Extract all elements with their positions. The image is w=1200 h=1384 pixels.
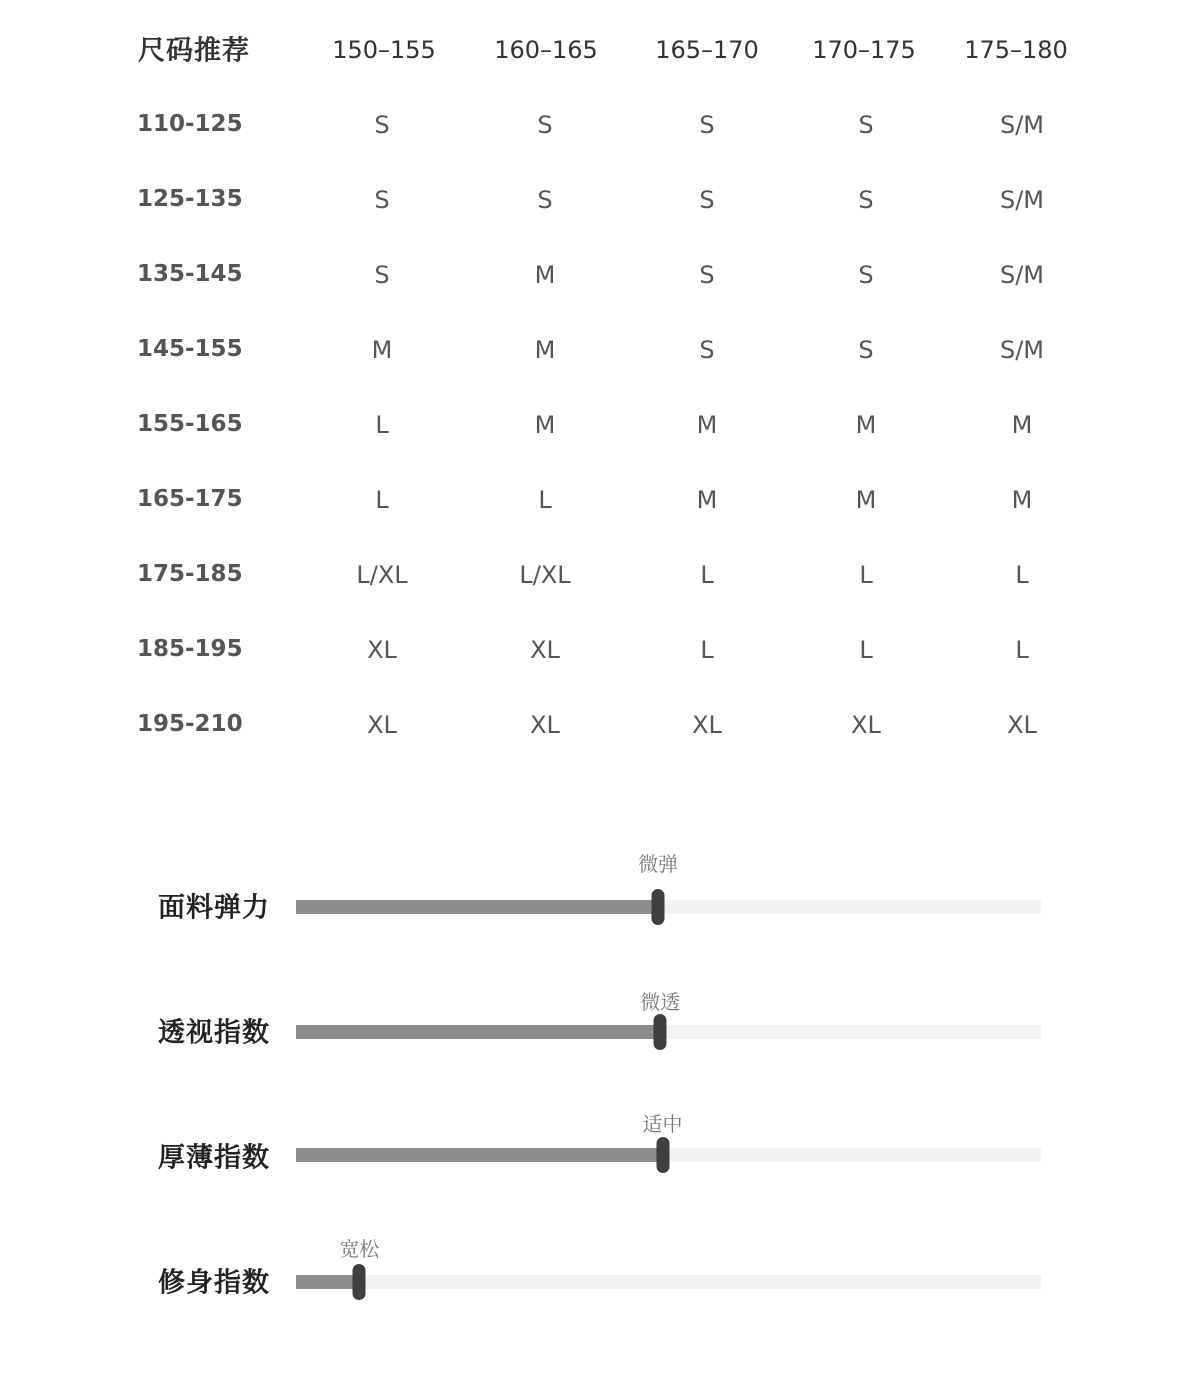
- size-cell: S: [858, 111, 874, 139]
- weight-label: 185-195: [137, 636, 243, 662]
- indicator-fit: [0, 1224, 1200, 1324]
- indicator-fill: [296, 1148, 663, 1162]
- indicator-fill: [296, 1025, 660, 1039]
- indicator-label: 透视指数: [158, 1017, 270, 1049]
- size-cell: L: [700, 636, 714, 664]
- indicator-thumb: [656, 1137, 669, 1173]
- weight-label: 195-210: [137, 711, 243, 737]
- size-cell: M: [534, 411, 556, 439]
- size-cell: M: [534, 336, 556, 364]
- indicator-transparency: [0, 975, 1200, 1075]
- size-cell: S: [699, 186, 715, 214]
- size-cell: XL: [851, 711, 881, 739]
- indicator-thumb: [353, 1264, 366, 1300]
- indicator-track: [296, 1148, 1041, 1162]
- size-cell: S: [699, 111, 715, 139]
- indicator-thumb: [654, 1014, 667, 1050]
- size-cell: S: [374, 186, 390, 214]
- size-cell: M: [855, 486, 877, 514]
- height-header-2: 160–165: [494, 36, 598, 64]
- height-header-1: 150–155: [332, 36, 436, 64]
- size-cell: L: [1015, 636, 1029, 664]
- indicator-label: 面料弹力: [158, 892, 270, 924]
- size-cell: S/M: [999, 261, 1045, 289]
- indicator-label: 厚薄指数: [158, 1142, 270, 1174]
- indicator-track: [296, 1275, 1041, 1289]
- weight-label: 165-175: [137, 486, 243, 512]
- size-cell: S: [374, 261, 390, 289]
- size-cell: M: [371, 336, 393, 364]
- size-cell: XL: [367, 711, 397, 739]
- height-header-3: 165–170: [655, 36, 759, 64]
- size-cell: L: [1015, 561, 1029, 589]
- height-header-5: 175–180: [964, 36, 1068, 64]
- weight-label: 155-165: [137, 411, 243, 437]
- size-cell: L: [859, 636, 873, 664]
- size-cell: L: [538, 486, 552, 514]
- indicator-value-text: 适中: [642, 1112, 683, 1136]
- size-cell: M: [696, 486, 718, 514]
- size-cell: S: [699, 261, 715, 289]
- size-cell: M: [696, 411, 718, 439]
- size-cell: XL: [530, 636, 560, 664]
- table-title: 尺码推荐: [138, 35, 250, 67]
- size-cell: XL: [692, 711, 722, 739]
- indicator-label: 修身指数: [158, 1267, 270, 1299]
- weight-label: 145-155: [137, 336, 243, 362]
- indicator-fill: [296, 1275, 359, 1289]
- size-cell: S: [858, 186, 874, 214]
- weight-label: 135-145: [137, 261, 243, 287]
- indicator-track: [296, 900, 1041, 914]
- weight-label: 175-185: [137, 561, 243, 587]
- indicator-thickness: [0, 1098, 1200, 1198]
- size-cell: XL: [367, 636, 397, 664]
- size-cell: L: [375, 411, 389, 439]
- indicator-track: [296, 1025, 1041, 1039]
- indicator-fabric-elasticity: [0, 850, 1200, 950]
- size-cell: XL: [1007, 711, 1037, 739]
- size-cell: S: [699, 336, 715, 364]
- size-cell: S/M: [999, 186, 1045, 214]
- indicator-fill: [296, 900, 658, 914]
- size-cell: M: [1011, 411, 1033, 439]
- size-cell: L: [700, 561, 714, 589]
- size-cell: L: [375, 486, 389, 514]
- size-cell: M: [1011, 486, 1033, 514]
- size-cell: M: [855, 411, 877, 439]
- indicator-value-text: 微弹: [638, 852, 679, 876]
- size-cell: M: [534, 261, 556, 289]
- size-cell: S/M: [999, 336, 1045, 364]
- indicator-value-text: 微透: [640, 990, 681, 1014]
- size-cell: S: [858, 261, 874, 289]
- weight-label: 110-125: [137, 111, 243, 137]
- indicator-thumb: [652, 889, 665, 925]
- size-cell: L/XL: [356, 561, 408, 589]
- size-cell: S: [537, 111, 553, 139]
- height-header-4: 170–175: [812, 36, 916, 64]
- fabric-indicators: [0, 800, 1200, 1360]
- indicator-value-text: 宽松: [339, 1237, 380, 1261]
- size-cell: S: [537, 186, 553, 214]
- size-cell: S/M: [999, 111, 1045, 139]
- size-cell: XL: [530, 711, 560, 739]
- size-cell: S: [374, 111, 390, 139]
- size-cell: L/XL: [519, 561, 571, 589]
- weight-label: 125-135: [137, 186, 243, 212]
- size-cell: S: [858, 336, 874, 364]
- size-cell: L: [859, 561, 873, 589]
